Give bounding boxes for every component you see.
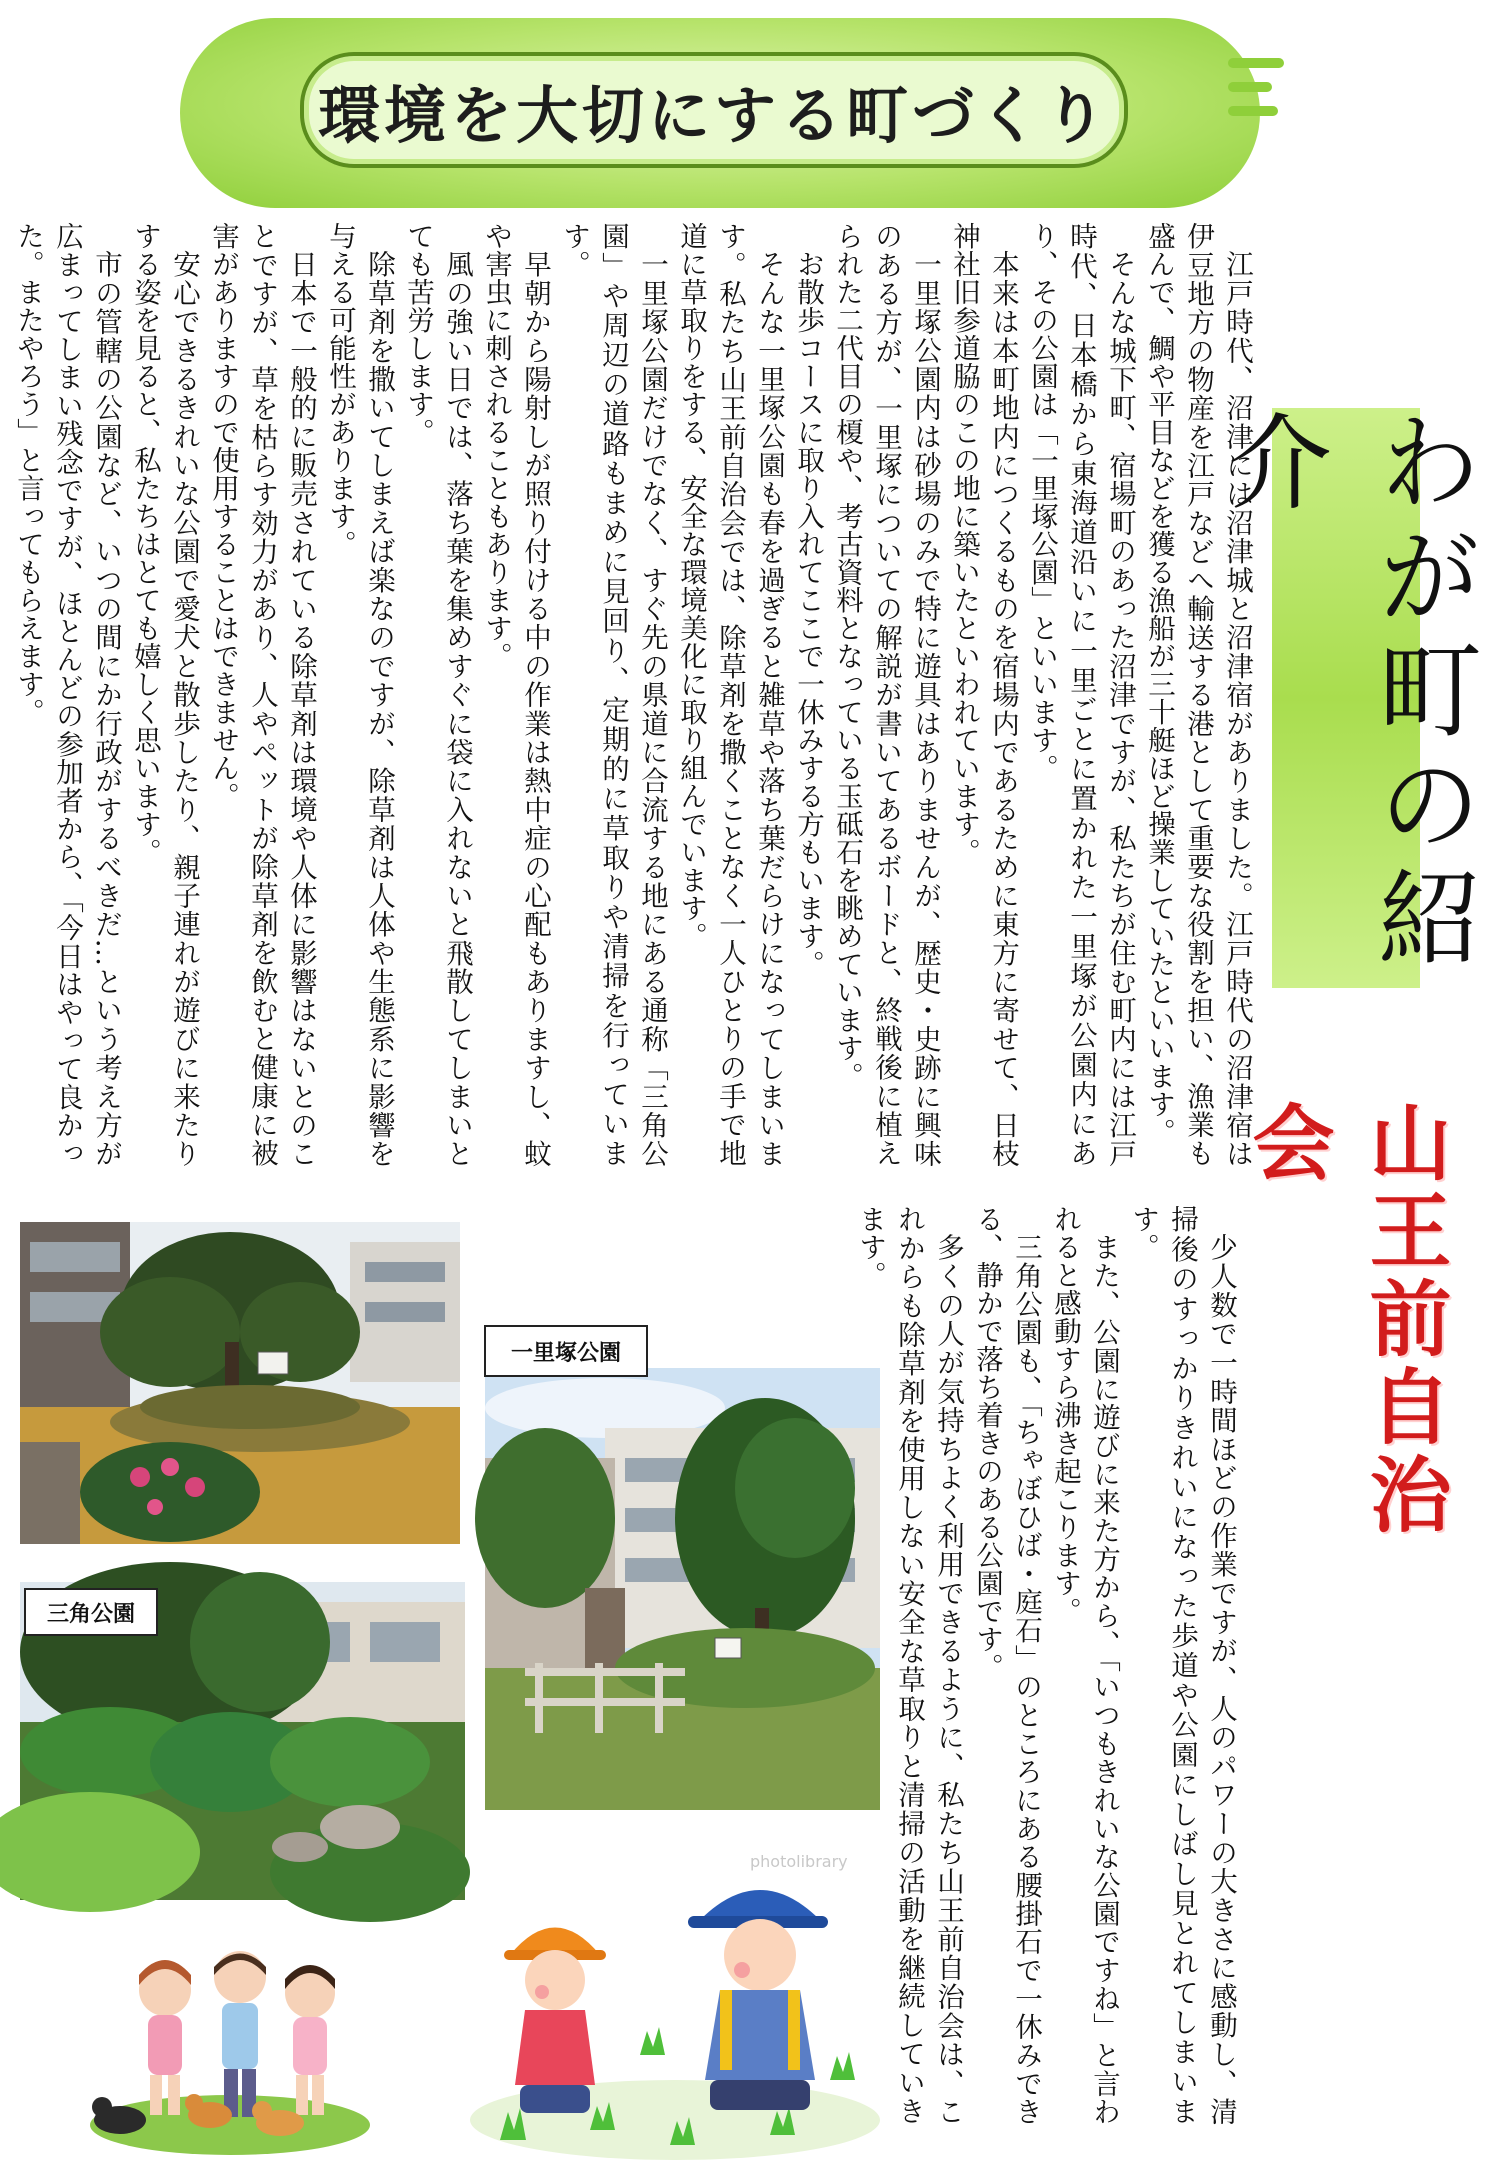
paragraph: 風の強い日では、落ち葉を集めすぐに袋に入れないと飛散してしまいとても苦労します。 <box>402 222 473 1167</box>
paragraph: 本来は本町地内につくるものを宿場内であるために東方に寄せて、日枝神社旧参道脇のこの地に築いたといわれています。 <box>948 222 1019 1167</box>
page-title: 環境を大切にする町づくり <box>317 78 1110 152</box>
ichirizuka-park-photo-1 <box>20 1222 460 1544</box>
paragraph: 早朝から陽射しが照り付ける中の作業は熱中症の心配もありますし、蚊や害虫に刺されることもあります。 <box>480 222 551 1167</box>
closing-article-text <box>854 1205 1240 2126</box>
banner-decoration <box>1228 82 1272 92</box>
photo-caption: 三角公園 <box>24 1588 158 1636</box>
paragraph: 少人数で一時間ほどの作業ですが、人のパワーの大きさに感動し、清掃後のすっかりきれいになった歩道や公園にしばし見とれてしまいます。 <box>1127 1205 1237 2125</box>
paragraph: 多くの人が気持ちよく利用できるように、私たち山王前自治会は、これからも除草剤を使用しない安全な草取りと清掃の活動を継続していきます。 <box>854 1205 964 2126</box>
paragraph: 日本で一般的に販売されている除草剤は環境や人体に影響はないとのことですが、草を枯らす効力があり、人やペットが除草剤を飲むと健康に被害がありますので使用することはできません。 <box>207 222 317 1167</box>
organization-name: 山王前自治会 <box>1239 1100 1451 1540</box>
paragraph: 市の管轄の公園など、いつの間にか行政がするべきだ…という考え方が広まってしまい残念ですが、ほとんどの参加者から、「今日はやって良かった。またやろう」と言ってもらえます。 <box>12 222 122 1167</box>
dog-walking-family-illustration <box>90 1935 370 2150</box>
paragraph: 江戸時代、沼津には沼津城と沼津宿がありました。江戸時代の沼津宿は伊豆地方の物産を江戸などへ輸送する港として重要な役割を担い、漁業も盛んで、鯛や平目などを獲る漁船が三十艇ほど操業していたといいます。 <box>1143 222 1253 1167</box>
illustration-watermark: photolibrary <box>750 1852 848 1871</box>
paragraph: 一里塚公園だけでなく、すぐ先の県道に合流する地にある通称「三角公園」や周辺の道路もまめに見回り、定期的に草取りや清掃を行っています。 <box>558 222 668 1167</box>
photo-caption: 一里塚公園 <box>484 1325 648 1377</box>
paragraph: 安心できるきれいな公園で愛犬と散歩したり、親子連れが遊びに来たりする姿を見ると、私たちはとても嬉しく思います。 <box>129 222 200 1167</box>
banner-decoration <box>1228 106 1278 116</box>
paragraph: 一里塚公園内は砂場のみで特に遊具はありませんが、歴史・史跡に興味のある方が、一里塚についての解説が書いてあるボードと、終戦後に植えられた二代目の榎や、考古資料となっている玉砥石を眺めています。 <box>831 222 941 1167</box>
paragraph: そんな城下町、宿場町のあった沼津ですが、私たちが住む町内には江戸時代、日本橋から東海道沿いに一里ごとに置かれた一里塚が公園内にあり、その公園は「一里塚公園」といいます。 <box>1026 222 1136 1167</box>
paragraph: 三角公園も、「ちゃぼひば・庭石」のところにある腰掛石で一休みできる、静かで落ち着きのある公園です。 <box>971 1205 1042 2125</box>
weeding-volunteers-illustration <box>470 1840 880 2155</box>
section-heading: わが町の紹介 <box>1210 408 1482 978</box>
paragraph: 除草剤を撒いてしまえば楽なのですが、除草剤は人体や生態系に影響を与える可能性があります。 <box>324 222 395 1167</box>
paragraph: お散歩コースに取り入れてここで一休みする方もいます。 <box>792 249 824 978</box>
paragraph: また、公園に遊びに来た方から、「いつもきれいな公園ですね」と言われると感動すら沸き起こります。 <box>1049 1205 1120 2125</box>
banner-decoration <box>1228 58 1284 68</box>
main-article-text <box>12 222 1256 1167</box>
ichirizuka-park-photo-2 <box>485 1368 880 1810</box>
paragraph: そんな一里塚公園も春を過ぎると雑草や落ち葉だらけになってしまいます。私たち山王前自治会では、除草剤を撒くことなく一人ひとりの手で地道に草取りをする、安全な環境美化に取り組んでいます。 <box>675 222 785 1167</box>
